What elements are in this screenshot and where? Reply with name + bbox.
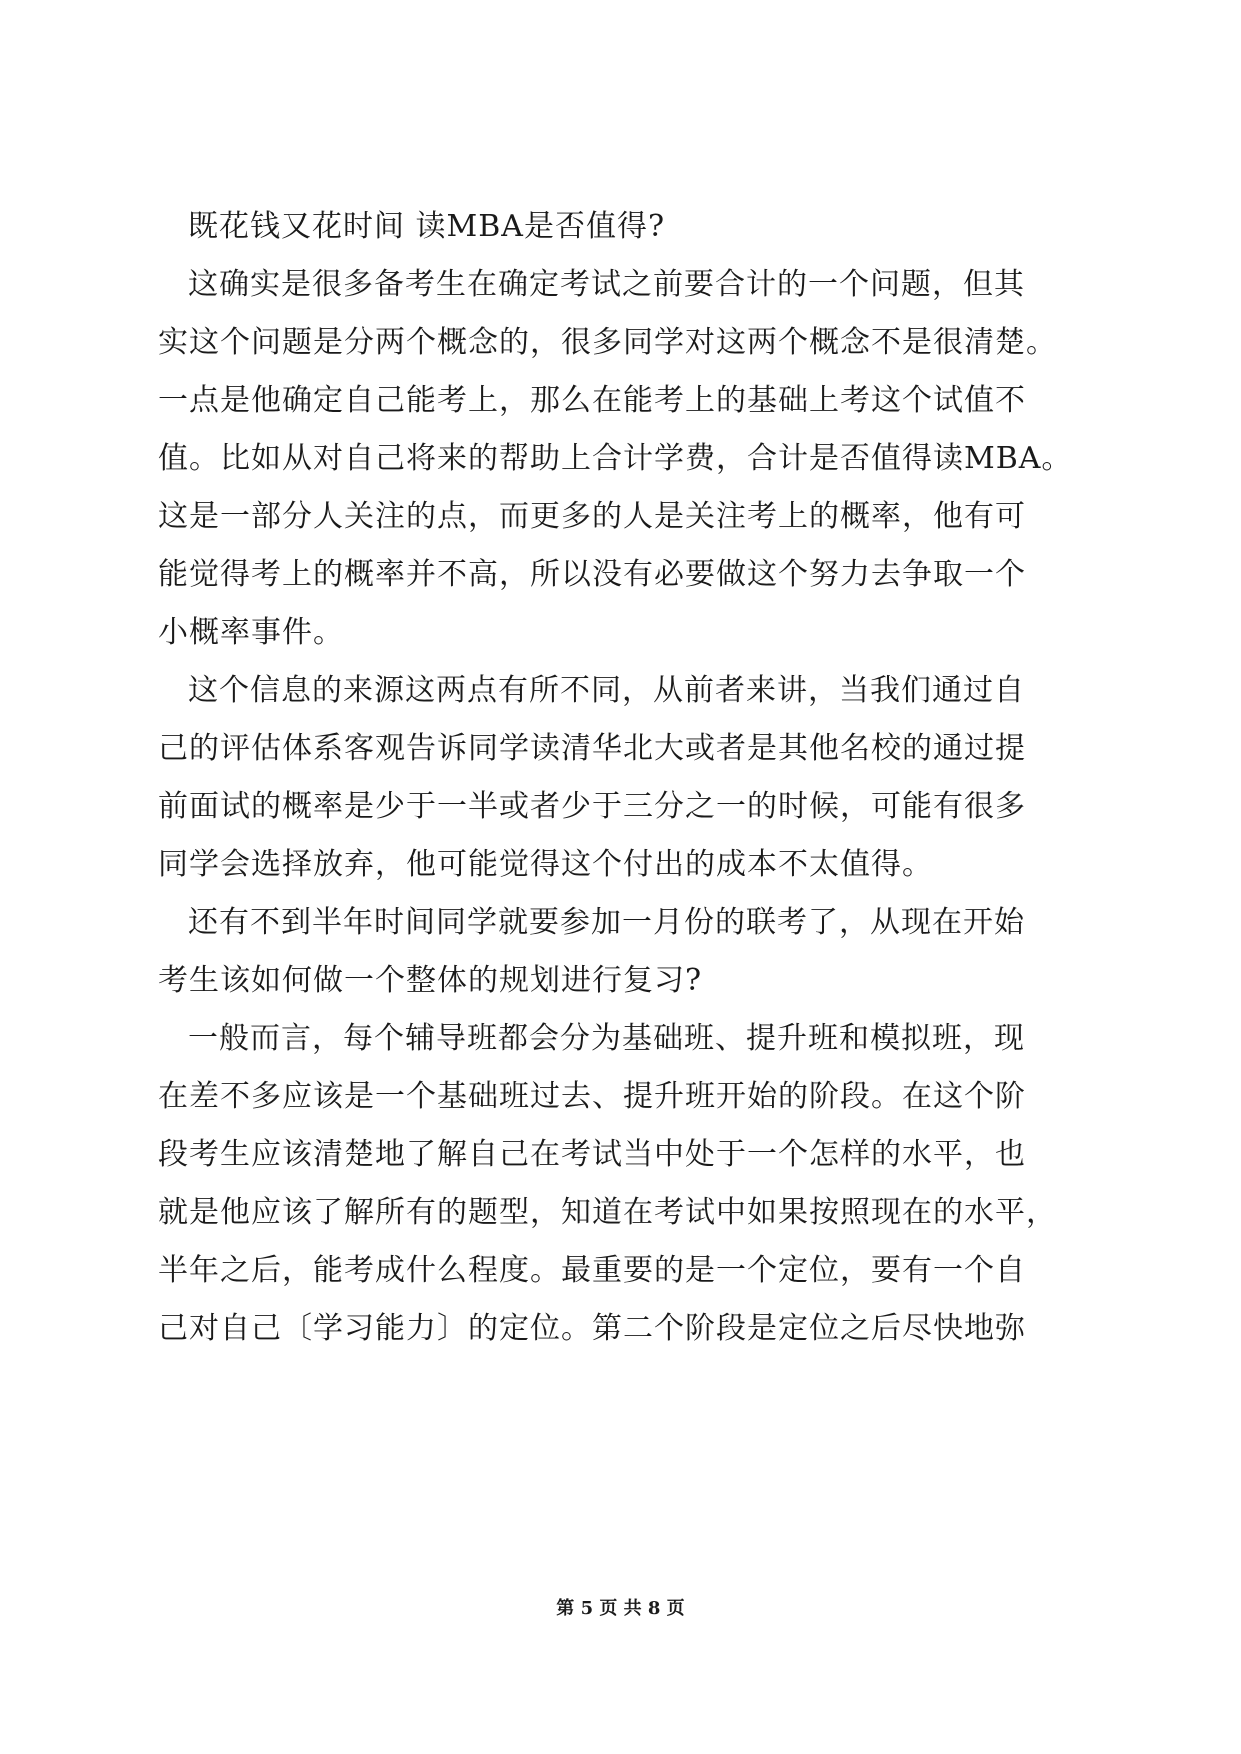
text-line: 己对自己〔学习能力〕的定位。第二个阶段是定位之后尽快地弥	[158, 1311, 1026, 1346]
text-line: 实这个问题是分两个概念的，很多同学对这两个概念不是很清楚。	[158, 325, 1057, 360]
text-line: 这个信息的来源这两点有所不同，从前者来讲，当我们通过自	[188, 673, 1025, 708]
text-line: 还有不到半年时间同学就要参加一月份的联考了，从现在开始	[188, 905, 1025, 940]
text-line: 考生该如何做一个整体的规划进行复习?	[158, 963, 703, 998]
text-line: 段考生应该清楚地了解自己在考试当中处于一个怎样的水平，也	[158, 1137, 1026, 1172]
text-line: 既花钱又花时间 读MBA是否值得?	[188, 209, 666, 244]
text-line: 一般而言，每个辅导班都会分为基础班、提升班和模拟班，现	[188, 1021, 1025, 1056]
text-line: 就是他应该了解所有的题型，知道在考试中如果按照现在的水平，	[158, 1195, 1057, 1230]
text-line: 小概率事件。	[158, 615, 344, 650]
text-line: 值。比如从对自己将来的帮助上合计学费，合计是否值得读MBA。	[158, 441, 1073, 476]
text-line: 这确实是很多备考生在确定考试之前要合计的一个问题，但其	[188, 267, 1025, 302]
page-footer: 第 5 页 共 8 页	[556, 1598, 685, 1619]
text-line: 在差不多应该是一个基础班过去、提升班开始的阶段。在这个阶	[158, 1079, 1026, 1114]
text-line: 能觉得考上的概率并不高，所以没有必要做这个努力去争取一个	[158, 557, 1026, 592]
text-line: 半年之后，能考成什么程度。最重要的是一个定位，要有一个自	[158, 1253, 1026, 1288]
text-line: 这是一部分人关注的点，而更多的人是关注考上的概率，他有可	[158, 499, 1026, 534]
text-line: 己的评估体系客观告诉同学读清华北大或者是其他名校的通过提	[158, 731, 1026, 766]
text-line: 前面试的概率是少于一半或者少于三分之一的时候，可能有很多	[158, 789, 1026, 824]
document-body	[158, 198, 1098, 1358]
text-line: 同学会选择放弃，他可能觉得这个付出的成本不太值得。	[158, 847, 933, 882]
text-line: 一点是他确定自己能考上，那么在能考上的基础上考这个试值不	[158, 383, 1026, 418]
